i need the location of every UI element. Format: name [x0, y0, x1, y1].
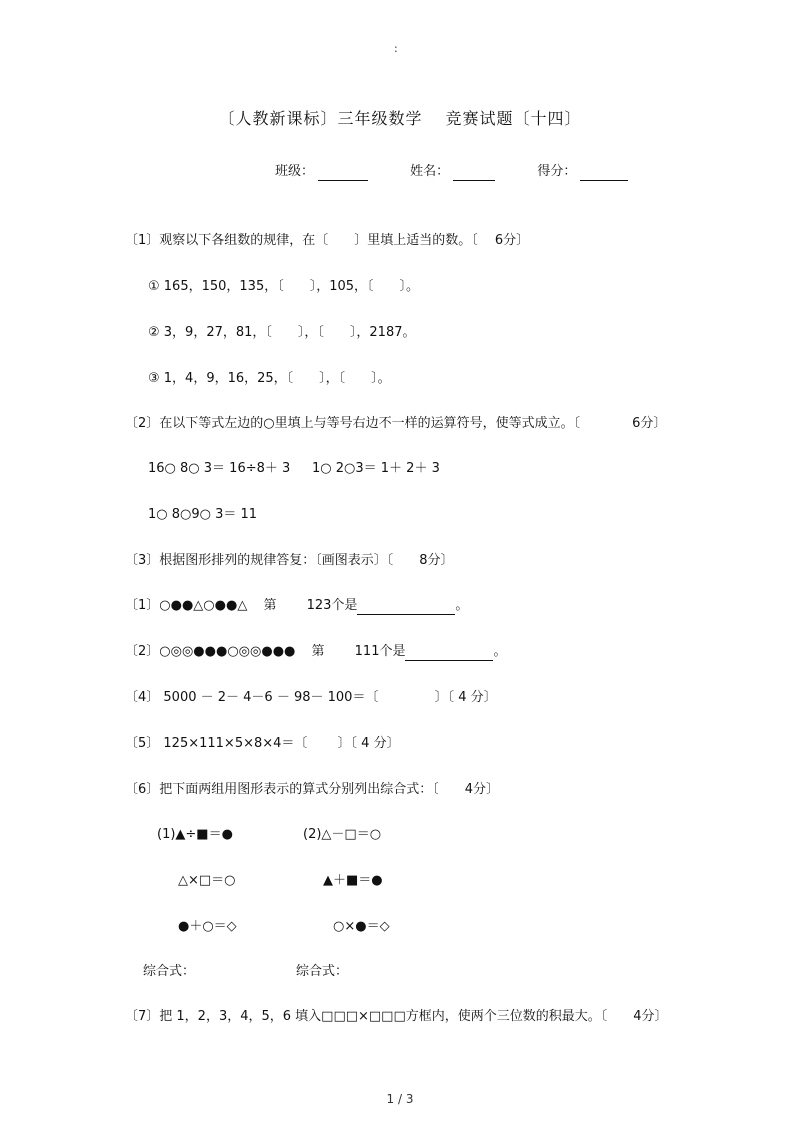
q2-equation-1: 16○ 8○ 3＝ 16÷8＋ 3: [148, 461, 291, 476]
q1-item-2: ② 3，9，27，81，〔 〕，〔 〕，2187。: [148, 325, 416, 340]
q6-group2-line-2: ▲＋■＝●: [323, 873, 383, 888]
q3-part-2-period: 。: [493, 644, 507, 659]
q6-group2-line-3: ○×●＝◇: [333, 919, 390, 934]
score-blank[interactable]: [580, 166, 628, 181]
q3-part-1-text: 第 123个是: [263, 598, 358, 613]
q3-part-1-period: 。: [455, 598, 469, 613]
q4: 〔4〕 5000 － 2－ 4－6 － 98－ 100＝〔 〕〔 4 分〕: [125, 690, 497, 705]
q3-part-1: [125, 597, 468, 615]
q7: 〔7〕把 1，2，3，4，5，6 填入□□□×□□□方框内，使两个三位数的积最大。〔 4分〕: [125, 1009, 668, 1024]
q1-item-3: ③ 1，4，9，16，25，〔 〕，〔 〕。: [148, 371, 391, 386]
q2-stem: 〔2〕在以下等式左边的○里填上与等号右边不一样的运算符号，使等式成立。〔 6分〕: [125, 416, 667, 431]
q2-equation-2: 1○ 2○3＝ 1＋ 2＋ 3: [312, 461, 440, 476]
page-number: 1 / 3: [386, 1092, 414, 1106]
q6-combined-label-1: 综合式：: [143, 964, 196, 979]
header-mark: :: [394, 42, 398, 55]
student-info-row: [275, 163, 628, 181]
class-label: 班级：: [275, 164, 315, 179]
score-label: 得分：: [537, 164, 577, 179]
class-blank[interactable]: [318, 166, 368, 181]
name-blank[interactable]: [453, 166, 495, 181]
q3-part-2-text: 第 111个是: [311, 644, 406, 659]
q2-equation-3: 1○ 8○9○ 3＝ 11: [148, 507, 258, 522]
q3-part-1-shapes: 〔1〕○●●△○●●△: [125, 598, 248, 613]
q3-part-2-shapes: 〔2〕○◎◎●●●○◎◎●●●: [125, 644, 296, 659]
q5: 〔5〕 125×111×5×8×4＝〔 〕〔 4 分〕: [125, 736, 400, 751]
q1-item-1: ① 165，150，135，〔 〕，105，〔 〕。: [148, 279, 420, 294]
q6-group1-line-3: ●＋○＝◇: [178, 919, 237, 934]
q6-group1-line-1: (1)▲÷■＝●: [157, 827, 233, 842]
q1-stem: 〔1〕观察以下各组数的规律，在〔 〕里填上适当的数。〔 6分〕: [125, 233, 530, 248]
q3-part-2: [125, 643, 507, 661]
q6-group2-line-1: (2)△－□＝○: [303, 827, 382, 842]
q6-group1-line-2: △×□＝○: [178, 873, 236, 888]
name-label: 姓名：: [410, 164, 450, 179]
q6-stem: 〔6〕把下面两组用图形表示的算式分别列出综合式：〔 4分〕: [125, 782, 500, 797]
q3-part-2-answer-blank[interactable]: [405, 646, 493, 661]
q3-stem: 〔3〕根据图形排列的规律答复：〔画图表示〕〔 8分〕: [125, 553, 454, 568]
page-title: 〔人教新课标〕三年级数学 竞赛试题〔十四〕: [218, 109, 582, 128]
q3-part-1-answer-blank[interactable]: [357, 600, 455, 615]
q6-combined-label-2: 综合式：: [296, 964, 349, 979]
